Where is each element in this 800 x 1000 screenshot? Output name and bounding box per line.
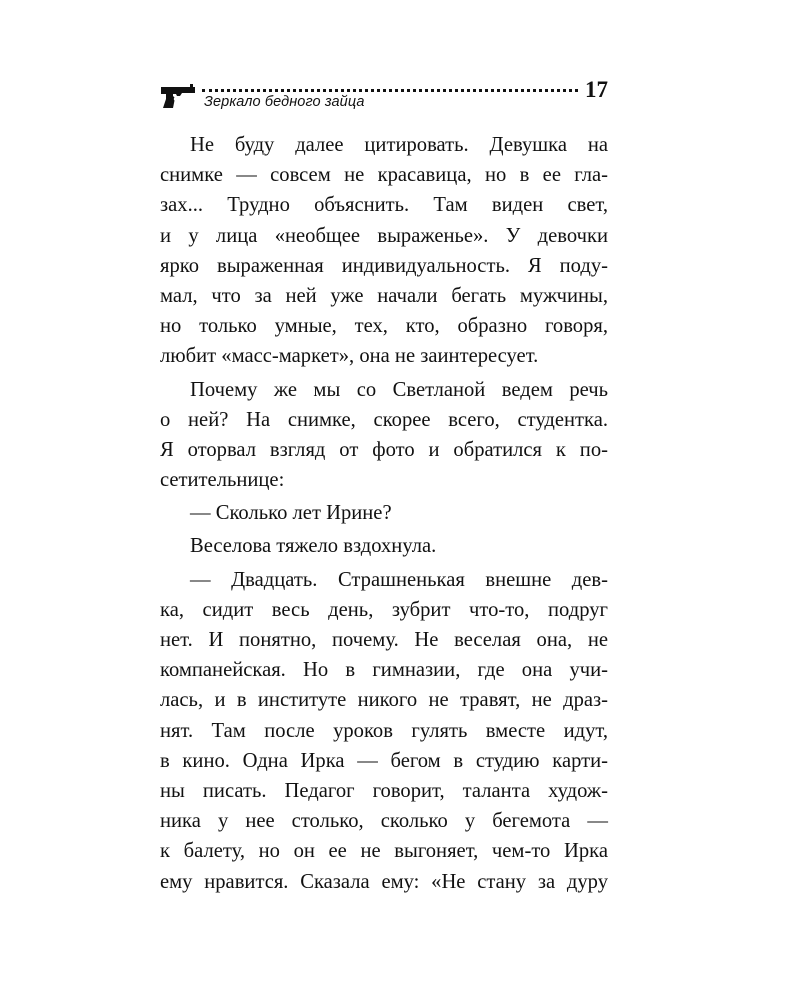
paragraph	[160, 531, 608, 561]
text-line: к балету, но он ее не выгоняет, чем-то Ирка	[160, 840, 608, 863]
text-line: Почему же мы со Светланой ведем речь	[190, 378, 608, 401]
text-line: ка, сидит весь день, зубрит что-то, подруг	[160, 598, 608, 621]
text-line: зах... Трудно объяснить. Там виден свет,	[160, 194, 608, 217]
revolver-icon	[160, 82, 196, 110]
paragraph	[160, 130, 608, 372]
text-line: ника у нее столько, сколько у бегемота —	[160, 810, 608, 833]
body-text	[160, 130, 608, 900]
text-line: любит «масс-маркет», она не заинтересует.	[160, 345, 539, 368]
text-line: — Двадцать. Страшненькая внешне дев-	[190, 568, 608, 591]
paragraph	[160, 565, 608, 897]
text-line: Не буду далее цитировать. Девушка на	[190, 134, 608, 156]
text-line: о ней? На снимке, скорее всего, студентка.	[160, 408, 608, 431]
text-line: сетительнице:	[160, 469, 285, 492]
text-line: мал, что за ней уже начали бегать мужчины,	[160, 284, 608, 307]
text-line: Я оторвал взгляд от фото и обратился к по-	[160, 438, 608, 461]
page-number: 17	[585, 77, 608, 102]
paragraph	[160, 498, 608, 528]
text-line: снимке — совсем не красавица, но в ее гла-	[160, 164, 608, 187]
running-header	[160, 78, 608, 118]
text-line: в кино. Одна Ирка — бегом в студию карти-	[160, 749, 608, 772]
text-line: ны писать. Педагог говорит, таланта худож-	[160, 779, 608, 802]
text-line: ярко выраженная индивидуальность. Я поду-	[160, 254, 608, 277]
paragraph	[160, 375, 608, 496]
text-line: компанейская. Но в гимназии, где она учи-	[160, 659, 608, 682]
header-dotted-rule	[202, 89, 578, 92]
text-line: и у лица «необщее выраженье». У девочки	[160, 224, 608, 247]
text-line: ему нравится. Сказала ему: «Не стану за дуру	[160, 870, 608, 893]
text-line: — Сколько лет Ирине?	[190, 502, 392, 525]
text-line: лась, и в институте никого не травят, не драз-	[160, 689, 608, 712]
text-line: нят. Там после уроков гулять вместе идут,	[160, 719, 608, 742]
text-line: нет. И понятно, почему. Не веселая она, не	[160, 629, 608, 651]
text-line: Веселова тяжело вздохнула.	[190, 535, 437, 558]
running-title: Зеркало бедного зайца	[204, 94, 365, 110]
text-line: но только умные, тех, кто, образно говоря,	[160, 315, 608, 338]
